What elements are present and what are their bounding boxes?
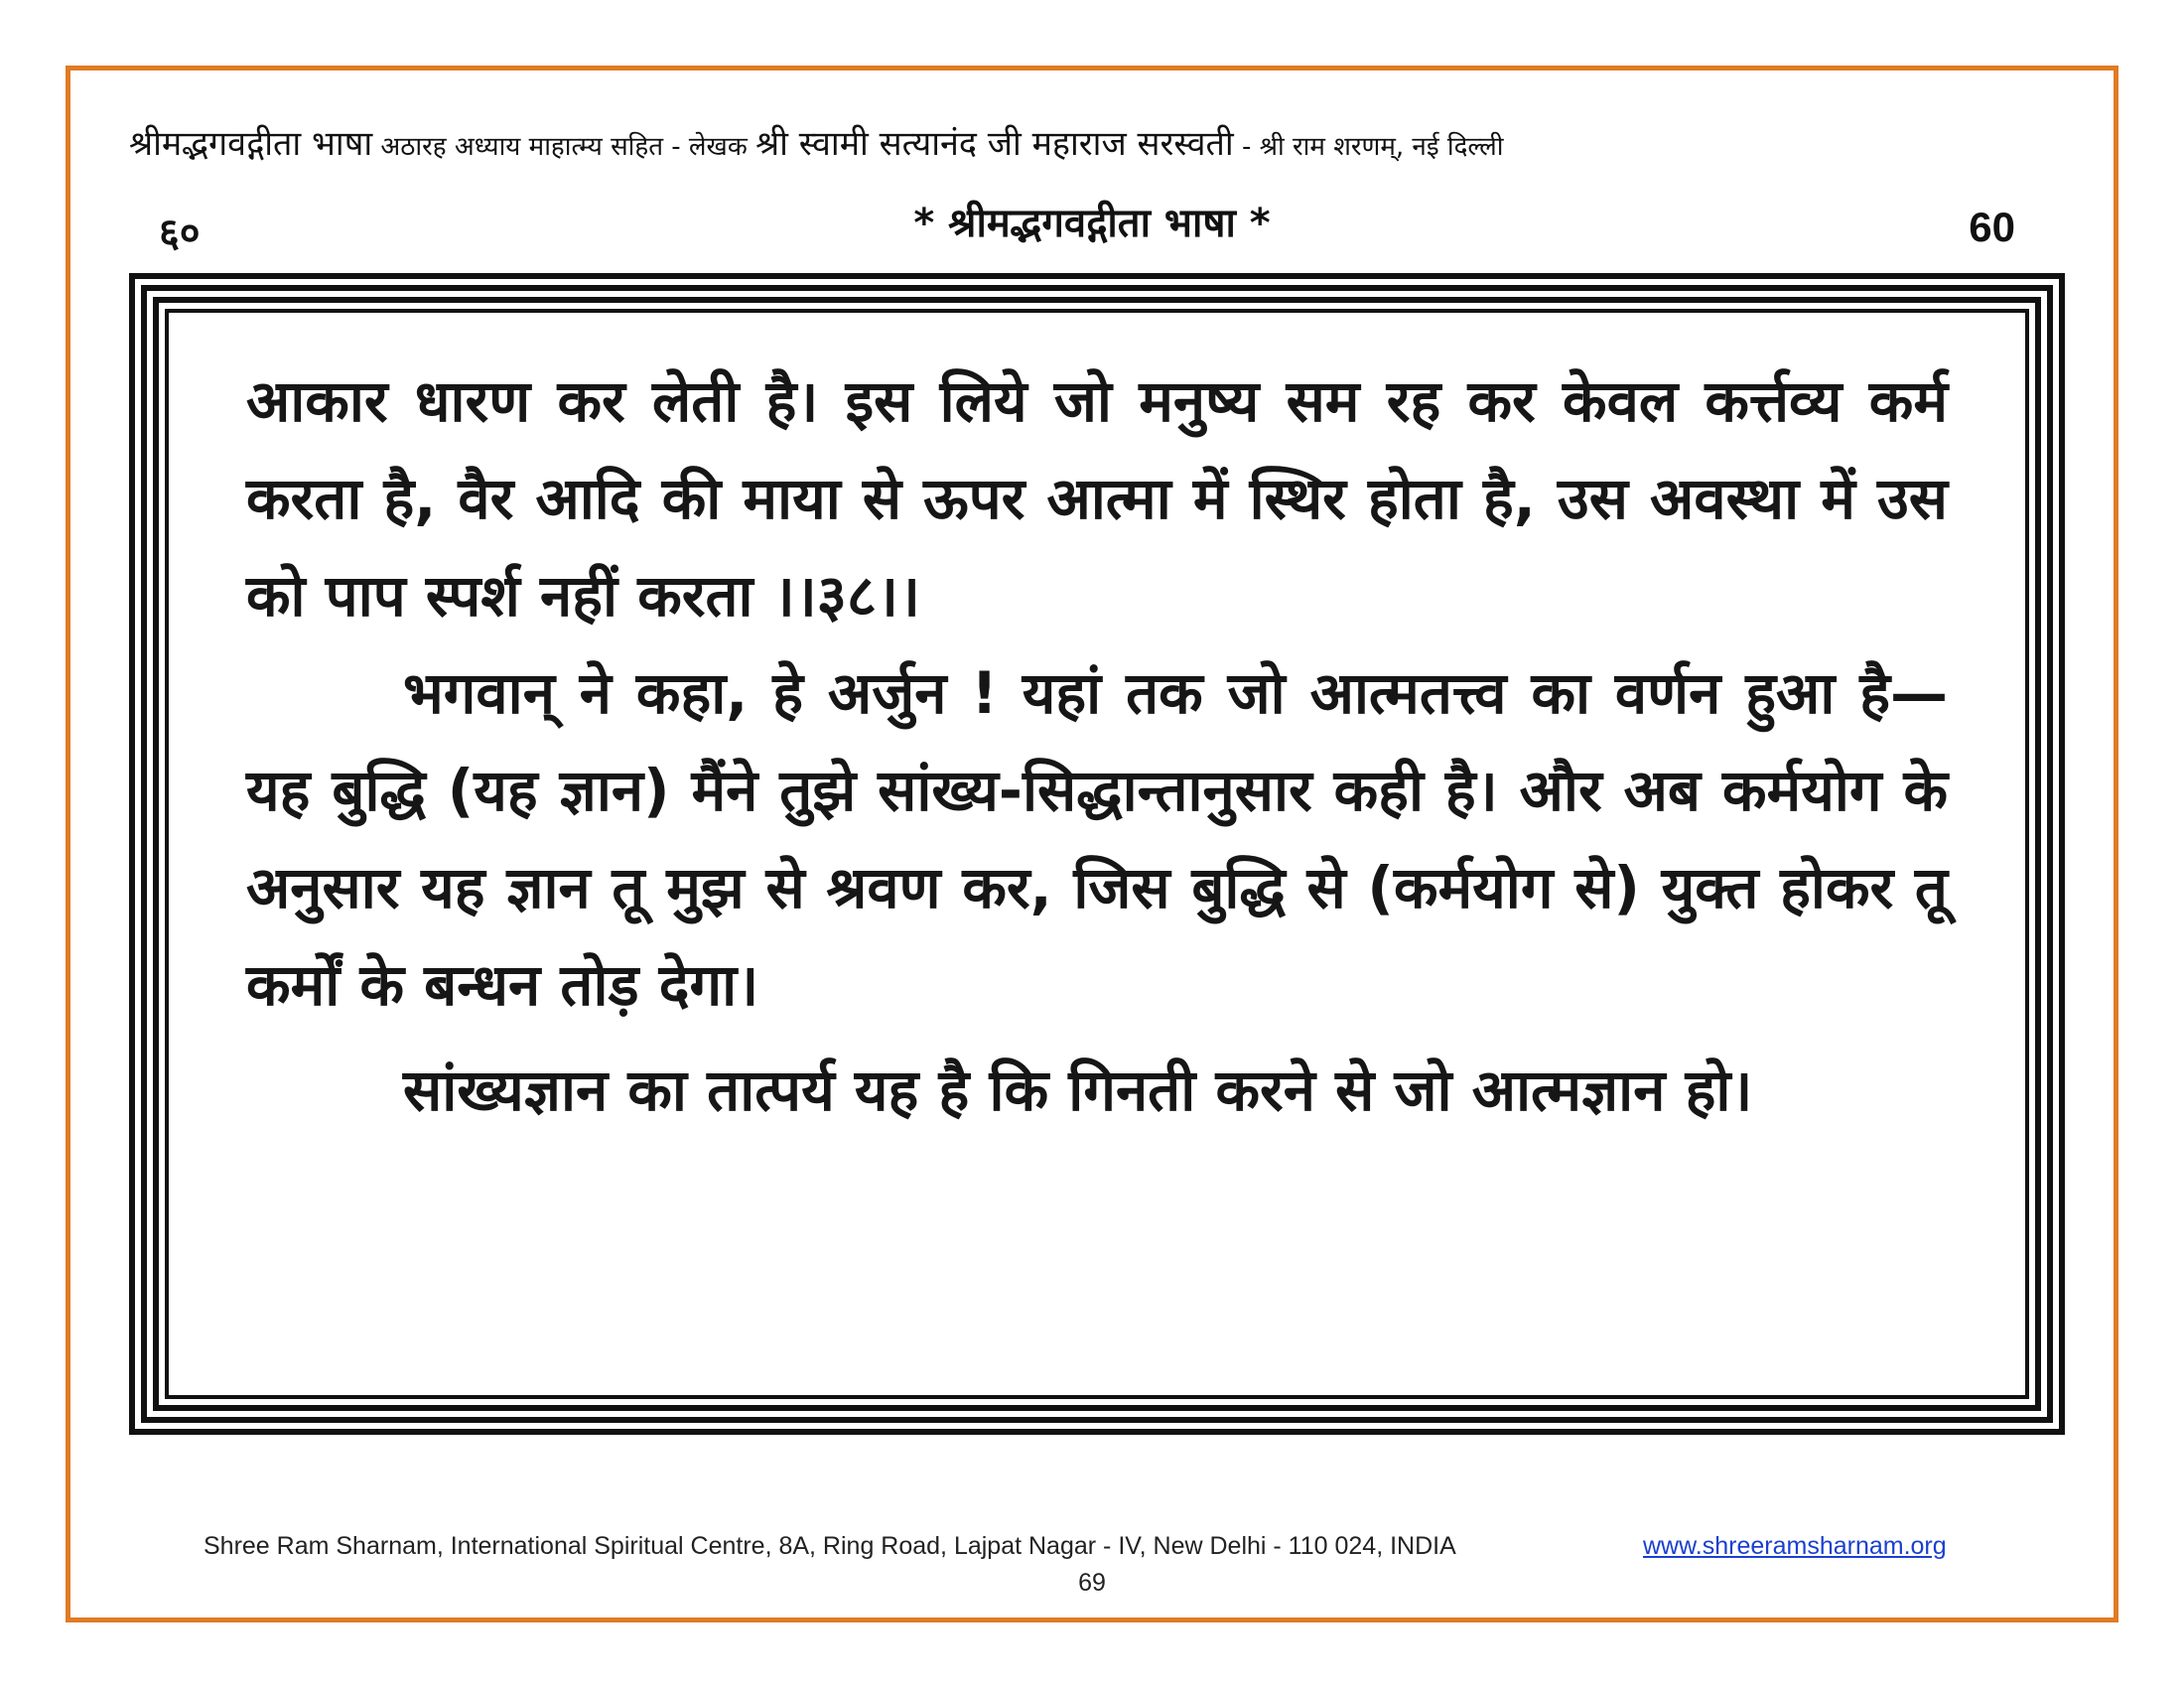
footer-address: Shree Ram Sharnam, International Spiritual Centre, 8A, Ring Road, Lajpat Nagar - IV, New Delhi - 110 024, INDIA (204, 1532, 1456, 1560)
website-link[interactable]: www.shreeramsharnam.org (1643, 1532, 1947, 1560)
header-publisher: - श्री राम शरणम्, नई दिल्ली (1233, 132, 1504, 162)
running-head: * श्रीमद्भगवद्गीता भाषा * (913, 201, 1271, 246)
document-header (129, 119, 2075, 165)
scanned-page-frame (129, 273, 2065, 1435)
frame-border-3 (153, 297, 2041, 1411)
book-page-number-arabic: 60 (1969, 204, 2015, 250)
paragraph-2: भगवान् ने कहा, हे अर्जुन ! यहां तक जो आत्मतत्त्व का वर्णन हुआ है—यह बुद्धि (यह ज्ञान) मैंने तुझे सांख्य-सिद्धान्तानुसार कही है। और अब कर्मयोग के अनुसार यह ज्ञान तू मुझ से श्रवण कर, जिस बुद्धि से (कर्मयोग से) युक्त होकर तू कर्मों के बन्धन तोड़ देगा। (246, 659, 1948, 1019)
book-page-number-devanagari: ६० (159, 211, 201, 256)
paragraph-1: आकार धारण कर लेती है। इस लिये जो मनुष्य सम रह कर केवल कर्त्तव्य कर्म करता है, वैर आदि की माया से ऊपर आत्मा में स्थिर होता है, उस अवस्था में उस को पाप स्पर्श नहीं करता ।।३८।। (246, 367, 1948, 630)
header-book-title: श्रीमद्भगवद्गीता भाषा (129, 124, 373, 164)
text-box (165, 309, 2029, 1399)
paragraph-3: सांख्यज्ञान का तात्पर्य यह है कि गिनती करने से जो आत्मज्ञान हो। (403, 1056, 1753, 1124)
header-author: श्री स्वामी सत्यानंद जी महाराज सरस्वती (755, 124, 1234, 164)
footer-page-number: 69 (1078, 1569, 1106, 1597)
frame-border-2 (141, 285, 2053, 1423)
header-subtitle: अठारह अध्याय माहात्म्य सहित - लेखक (372, 132, 756, 162)
